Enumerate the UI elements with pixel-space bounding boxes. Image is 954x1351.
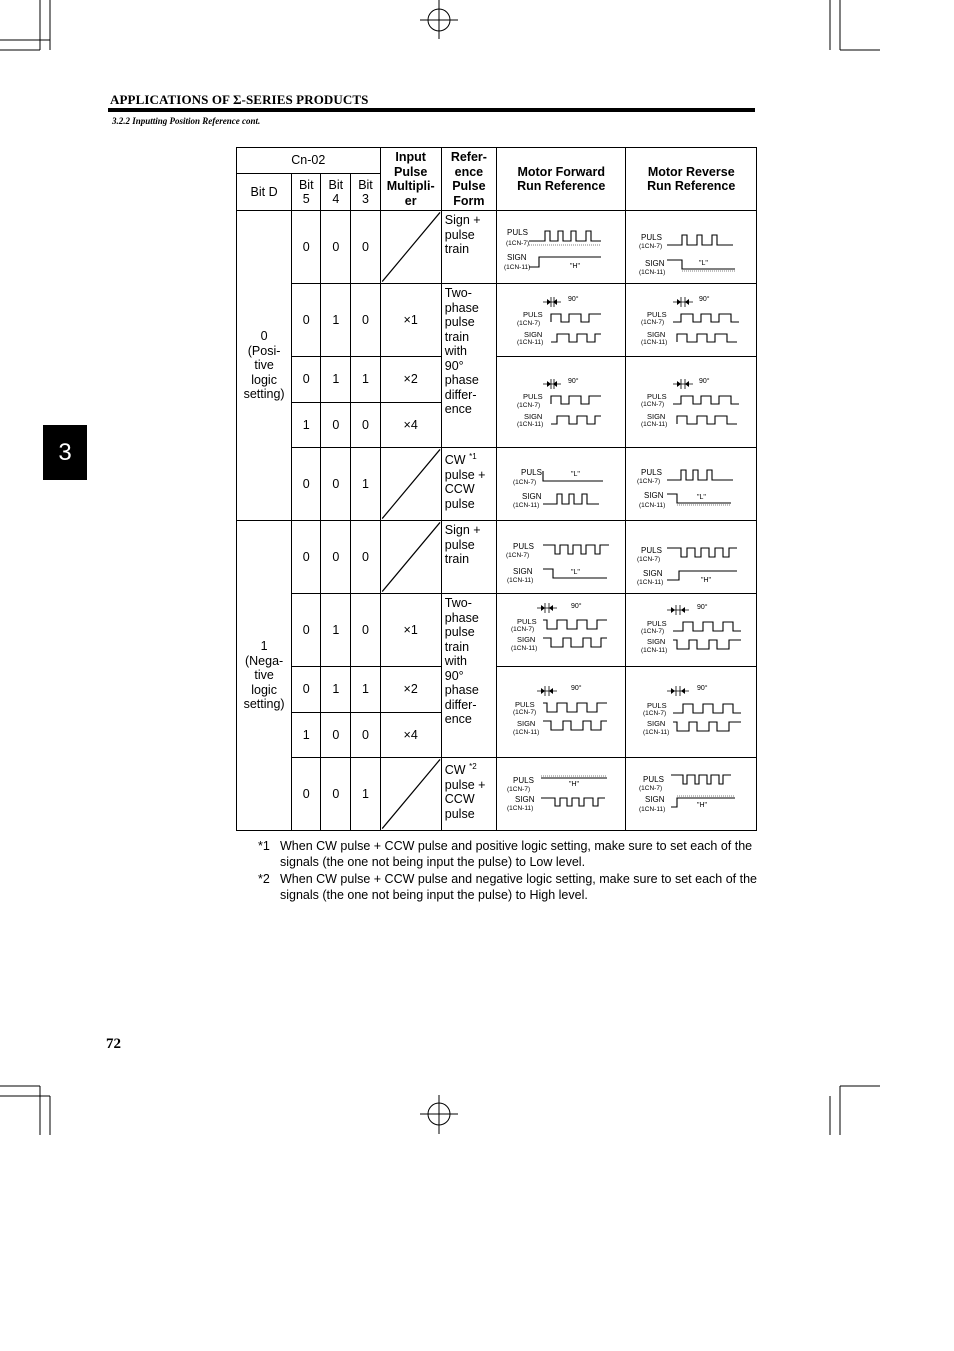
bit3-value: 0 (351, 211, 380, 284)
waveform-svg (497, 521, 625, 593)
svg-text:(1CN-7): (1CN-7) (506, 552, 530, 559)
svg-text:PULS: PULS (521, 468, 543, 477)
svg-text:PULS: PULS (641, 233, 663, 242)
form-cw-ccw: CW $^{*1}$ pulse + CCW pulse (441, 448, 496, 521)
waveform-forward (496, 758, 625, 831)
waveform-svg (497, 758, 625, 830)
svg-text:PULS: PULS (515, 700, 535, 709)
multiplier-value: ×2 (380, 357, 441, 403)
svg-text:PULS: PULS (507, 228, 529, 237)
waveform-reverse (626, 284, 757, 357)
svg-text:(1CN-7): (1CN-7) (641, 401, 665, 408)
svg-text:(1CN-7): (1CN-7) (639, 243, 663, 250)
svg-text:(1CN-11): (1CN-11) (641, 339, 668, 346)
svg-text:SIGN: SIGN (522, 492, 542, 501)
svg-text:(1CN-7): (1CN-7) (513, 479, 537, 486)
header-bit-d: Bit D (237, 174, 292, 211)
footnote (258, 838, 758, 871)
svg-text:(1CN-7): (1CN-7) (643, 710, 667, 717)
waveform-svg (627, 667, 755, 757)
svg-text:(1CN-11): (1CN-11) (637, 579, 664, 586)
waveform-svg (627, 357, 755, 447)
waveform-svg (497, 284, 625, 356)
waveform-forward (496, 448, 625, 521)
svg-text:(1CN-7): (1CN-7) (513, 709, 537, 716)
svg-text:SIGN: SIGN (645, 259, 665, 268)
svg-text:(1CN-7): (1CN-7) (641, 628, 665, 635)
header-bit5: Bit 5 (292, 174, 321, 211)
waveform-reverse (626, 521, 757, 594)
svg-text:SIGN: SIGN (644, 491, 664, 500)
bit3-value: 1 (351, 667, 380, 713)
bit3-value: 0 (351, 284, 380, 357)
waveform-svg (627, 448, 755, 520)
footnotes (258, 838, 758, 903)
form-cw-ccw: CW $^{*2}$ pulse + CCW pulse (441, 758, 496, 831)
svg-text:(1CN-7): (1CN-7) (517, 320, 541, 327)
waveform-forward (496, 594, 625, 667)
waveform-reverse (626, 448, 757, 521)
position-reference-table (236, 147, 757, 831)
svg-text:(1CN-11): (1CN-11) (507, 805, 534, 812)
waveform-svg (497, 594, 625, 666)
form-sign-pulse: Sign + pulse train (441, 521, 496, 594)
table-row (237, 758, 757, 831)
svg-text:"L": "L" (571, 569, 581, 576)
svg-text:(1CN-11): (1CN-11) (517, 339, 544, 346)
bit3-value: 0 (351, 594, 380, 667)
svg-text:SIGN: SIGN (517, 719, 536, 728)
waveform-forward (496, 284, 625, 357)
svg-text:90°: 90° (568, 378, 579, 385)
bit3-value: 1 (351, 758, 380, 831)
waveform-svg (497, 211, 625, 283)
bit5-value: 1 (292, 402, 321, 448)
multiplier-value: ×2 (380, 667, 441, 713)
bit4-value: 0 (321, 521, 351, 594)
form-sign-pulse: Sign + pulse train (441, 211, 496, 284)
svg-text:PULS: PULS (643, 775, 665, 784)
multiplier-na (380, 211, 441, 284)
multiplier-na (380, 521, 441, 594)
svg-text:(1CN-11): (1CN-11) (639, 502, 666, 509)
multiplier-value: ×1 (380, 284, 441, 357)
bit5-value: 0 (292, 521, 321, 594)
svg-text:90°: 90° (571, 685, 582, 692)
svg-text:SIGN: SIGN (524, 412, 543, 421)
svg-text:90°: 90° (699, 378, 710, 385)
svg-text:(1CN-7): (1CN-7) (506, 240, 530, 247)
svg-text:PULS: PULS (647, 619, 667, 628)
svg-text:(1CN-11): (1CN-11) (639, 806, 666, 813)
svg-text:PULS: PULS (523, 392, 543, 401)
header-pulse-form: Refer- ence Pulse Form (441, 148, 496, 211)
header-rule (108, 108, 755, 112)
svg-text:SIGN: SIGN (645, 795, 665, 804)
svg-text:SIGN: SIGN (643, 569, 663, 578)
svg-text:(1CN-11): (1CN-11) (643, 729, 670, 736)
footnote (258, 871, 758, 904)
header-reverse: Motor Reverse Run Reference (626, 148, 757, 211)
svg-text:"H": "H" (697, 802, 708, 809)
multiplier-value: ×1 (380, 594, 441, 667)
svg-text:SIGN: SIGN (524, 330, 543, 339)
svg-text:(1CN-7): (1CN-7) (517, 402, 541, 409)
table-row (237, 357, 757, 403)
svg-text:"H": "H" (701, 577, 712, 584)
footnote-text: When CW pulse + CCW pulse and negative logic setting, make sure to set each of the signals (the one not being input the pulse) to High level. (280, 871, 757, 902)
bit4-value: 0 (321, 402, 351, 448)
header-forward: Motor Forward Run Reference (496, 148, 625, 211)
svg-text:SIGN: SIGN (507, 253, 527, 262)
waveform-svg (497, 357, 625, 447)
bit3-value: 1 (351, 448, 380, 521)
svg-text:SIGN: SIGN (647, 412, 666, 421)
svg-text:(1CN-11): (1CN-11) (507, 577, 534, 584)
footnote-text: When CW pulse + CCW pulse and positive logic setting, make sure to set each of the signals (the one not being input the pulse) to Low level. (280, 839, 753, 870)
table-row (237, 284, 757, 357)
form-two-phase: Two- phase pulse train with 90° phase differ- ence (441, 594, 496, 758)
svg-text:90°: 90° (568, 296, 579, 303)
svg-text:(1CN-7): (1CN-7) (639, 785, 663, 792)
svg-text:PULS: PULS (523, 310, 543, 319)
svg-text:PULS: PULS (641, 468, 663, 477)
svg-text:90°: 90° (697, 604, 708, 611)
svg-text:PULS: PULS (647, 392, 667, 401)
svg-text:PULS: PULS (517, 617, 537, 626)
svg-text:PULS: PULS (647, 701, 667, 710)
svg-text:SIGN: SIGN (647, 330, 666, 339)
chapter-tab: 3 (43, 425, 87, 480)
svg-text:(1CN-11): (1CN-11) (639, 269, 666, 276)
multiplier-na (380, 758, 441, 831)
multiplier-na (380, 448, 441, 521)
svg-text:(1CN-11): (1CN-11) (517, 421, 544, 428)
svg-text:(1CN-7): (1CN-7) (637, 478, 661, 485)
bit-d-positive: 0 (Posi- tive logic setting) (237, 211, 292, 521)
bit4-value: 1 (321, 594, 351, 667)
bit5-value: 1 (292, 712, 321, 758)
svg-text:SIGN: SIGN (647, 719, 666, 728)
header-bit3: Bit 3 (351, 174, 380, 211)
bit5-value: 0 (292, 448, 321, 521)
bit4-value: 0 (321, 211, 351, 284)
header-cn02: Cn-02 (237, 148, 381, 174)
bit4-value: 1 (321, 284, 351, 357)
bit5-value: 0 (292, 211, 321, 284)
svg-text:SIGN: SIGN (513, 567, 533, 576)
waveform-svg (627, 284, 755, 356)
waveform-svg (627, 594, 755, 666)
bit5-value: 0 (292, 594, 321, 667)
svg-text:(1CN-11): (1CN-11) (511, 645, 538, 652)
header-bit4: Bit 4 (321, 174, 351, 211)
waveform-svg (627, 521, 755, 593)
svg-text:90°: 90° (571, 603, 582, 610)
bit-d-negative: 1 (Nega- tive logic setting) (237, 521, 292, 831)
svg-text:(1CN-11): (1CN-11) (641, 647, 668, 654)
bit4-value: 0 (321, 712, 351, 758)
header-multiplier: Input Pulse Multipli- er (380, 148, 441, 211)
waveform-reverse (626, 211, 757, 284)
svg-text:90°: 90° (699, 296, 710, 303)
svg-text:"L": "L" (571, 471, 581, 478)
table-row (237, 667, 757, 713)
waveform-forward (496, 211, 625, 284)
waveform-svg (497, 667, 625, 757)
waveform-reverse (626, 594, 757, 667)
waveform-forward (496, 357, 625, 448)
bit4-value: 1 (321, 667, 351, 713)
waveform-reverse (626, 667, 757, 758)
svg-text:PULS: PULS (513, 542, 535, 551)
svg-text:(1CN-7): (1CN-7) (507, 786, 531, 793)
bit5-value: 0 (292, 284, 321, 357)
bit5-value: 0 (292, 758, 321, 831)
form-two-phase: Two- phase pulse train with 90° phase differ- ence (441, 284, 496, 448)
bit4-value: 0 (321, 448, 351, 521)
bit3-value: 1 (351, 357, 380, 403)
table-row (237, 594, 757, 667)
table-row (237, 448, 757, 521)
multiplier-value: ×4 (380, 712, 441, 758)
svg-text:SIGN: SIGN (517, 635, 536, 644)
waveform-forward (496, 521, 625, 594)
bit4-value: 1 (321, 357, 351, 403)
svg-text:"L": "L" (699, 260, 709, 267)
footnote-mark: *2 (258, 871, 270, 886)
table-row (237, 521, 757, 594)
svg-text:PULS: PULS (641, 546, 663, 555)
bit3-value: 0 (351, 712, 380, 758)
table-row (237, 211, 757, 284)
bit3-value: 0 (351, 521, 380, 594)
svg-text:(1CN-11): (1CN-11) (641, 421, 668, 428)
multiplier-value: ×4 (380, 402, 441, 448)
waveform-svg (497, 448, 625, 520)
svg-text:90°: 90° (697, 685, 708, 692)
waveform-svg (627, 211, 755, 283)
svg-text:(1CN-11): (1CN-11) (504, 264, 531, 271)
bit3-value: 0 (351, 402, 380, 448)
running-subheader: 3.2.2 Inputting Position Reference cont. (112, 116, 261, 126)
svg-text:SIGN: SIGN (647, 637, 666, 646)
svg-text:(1CN-7): (1CN-7) (637, 556, 661, 563)
svg-text:(1CN-7): (1CN-7) (641, 319, 665, 326)
waveform-forward (496, 667, 625, 758)
svg-text:SIGN: SIGN (515, 795, 535, 804)
waveform-svg (627, 758, 755, 830)
bit5-value: 0 (292, 667, 321, 713)
bit5-value: 0 (292, 357, 321, 403)
svg-text:(1CN-11): (1CN-11) (513, 729, 540, 736)
footnote-mark: *1 (258, 839, 270, 853)
bit4-value: 0 (321, 758, 351, 831)
svg-text:PULS: PULS (513, 776, 535, 785)
svg-text:"L": "L" (697, 494, 707, 501)
svg-text:(1CN-7): (1CN-7) (511, 626, 535, 633)
waveform-reverse (626, 758, 757, 831)
running-header-title: APPLICATIONS OF Σ-SERIES PRODUCTS (110, 92, 369, 107)
waveform-reverse (626, 357, 757, 448)
svg-text:PULS: PULS (647, 310, 667, 319)
svg-text:"H": "H" (569, 781, 580, 788)
svg-text:"H": "H" (570, 263, 581, 270)
svg-text:(1CN-11): (1CN-11) (513, 502, 540, 509)
page-number: 72 (106, 1036, 121, 1052)
